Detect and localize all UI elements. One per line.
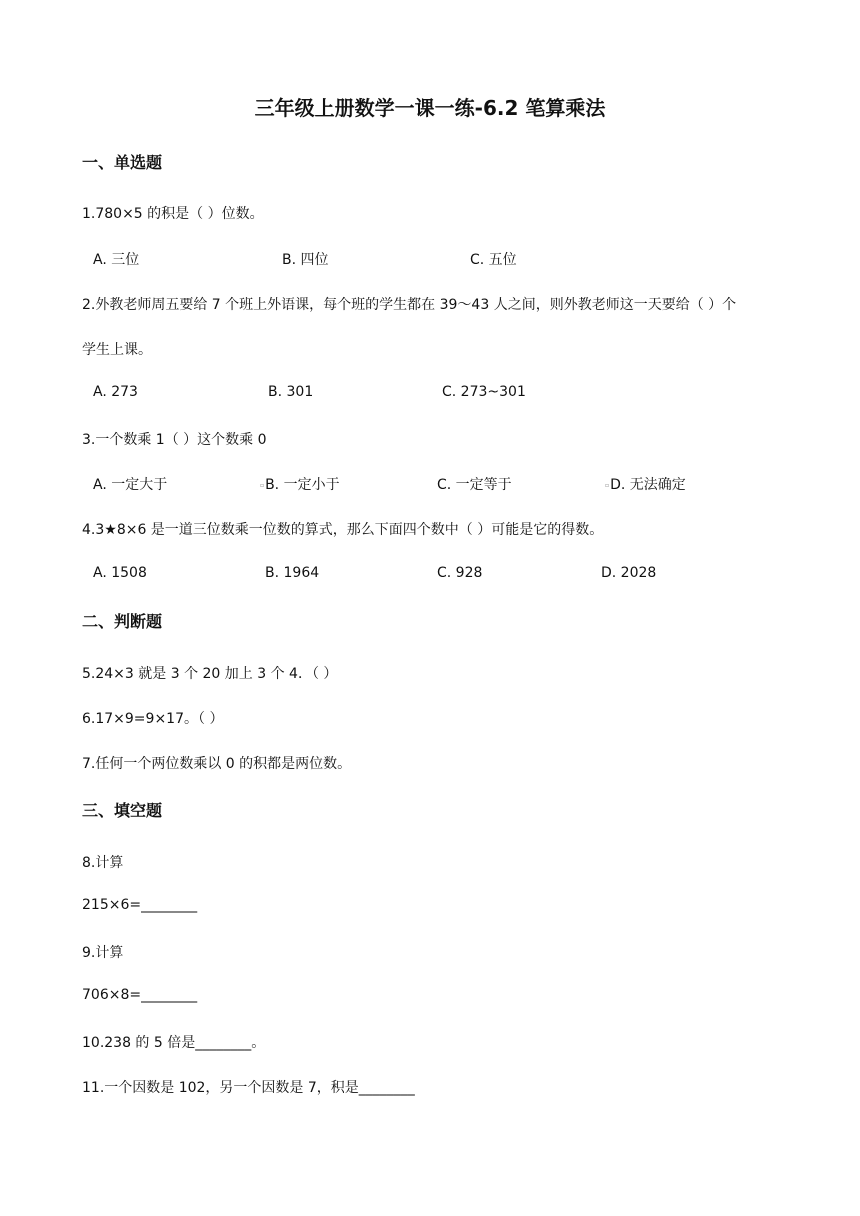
- q2-option-b: B. 301: [268, 384, 314, 400]
- q3-option-b-wrapper: [260, 474, 340, 494]
- question-8-expression: 215×6=________: [82, 897, 198, 913]
- page-title: 三年级上册数学一课一练-6.2 笔算乘法: [254, 96, 606, 120]
- question-3: 3.一个数乘 1（ ）这个数乘 0: [82, 432, 267, 448]
- small-square-mark-icon: ▫: [605, 481, 610, 489]
- q3-option-c: C. 一定等于: [437, 477, 512, 493]
- section-heading-fill-in: 三、填空题: [82, 801, 163, 820]
- q3-option-a: A. 一定大于: [93, 477, 168, 493]
- q3-option-d-wrapper: [605, 474, 686, 494]
- q4-option-b: B. 1964: [265, 565, 320, 581]
- question-2-line-1: 2.外教老师周五要给 7 个班上外语课，每个班的学生都在 39～43 人之间，则外教老师这一天要给（ ）个: [82, 297, 737, 313]
- question-8: 8.计算: [82, 855, 124, 871]
- question-4: 4.3★8×6 是一道三位数乘一位数的算式，那么下面四个数中（ ）可能是它的得数。: [82, 522, 604, 538]
- question-2-line-2: 学生上课。: [82, 342, 152, 358]
- question-6: 6.17×9=9×17。（ ）: [82, 711, 224, 727]
- q4-option-c: C. 928: [437, 565, 483, 581]
- question-10: 10.238 的 5 倍是________。: [82, 1035, 266, 1051]
- question-9-expression: 706×8=________: [82, 987, 198, 1003]
- q3-option-d: D. 无法确定: [610, 477, 686, 493]
- question-11: 11.一个因数是 102，另一个因数是 7，积是________: [82, 1080, 415, 1096]
- small-square-mark-icon: ▫: [260, 481, 265, 489]
- q1-option-b: B. 四位: [282, 252, 329, 268]
- question-9: 9.计算: [82, 945, 124, 961]
- section-heading-single-choice: 一、单选题: [82, 153, 163, 172]
- question-1: 1.780×5 的积是（ ）位数。: [82, 206, 264, 222]
- q1-option-a: A. 三位: [93, 252, 140, 268]
- q1-option-c: C. 五位: [470, 252, 517, 268]
- q2-option-c: C. 273~301: [442, 384, 526, 400]
- q4-option-a: A. 1508: [93, 565, 147, 581]
- section-heading-true-false: 二、判断题: [82, 612, 163, 631]
- q4-option-d: D. 2028: [601, 565, 657, 581]
- question-7: 7.任何一个两位数乘以 0 的积都是两位数。: [82, 756, 352, 772]
- question-5: 5.24×3 就是 3 个 20 加上 3 个 4．（ ）: [82, 666, 338, 682]
- q2-option-a: A. 273: [93, 384, 138, 400]
- q3-option-b: B. 一定小于: [265, 477, 340, 493]
